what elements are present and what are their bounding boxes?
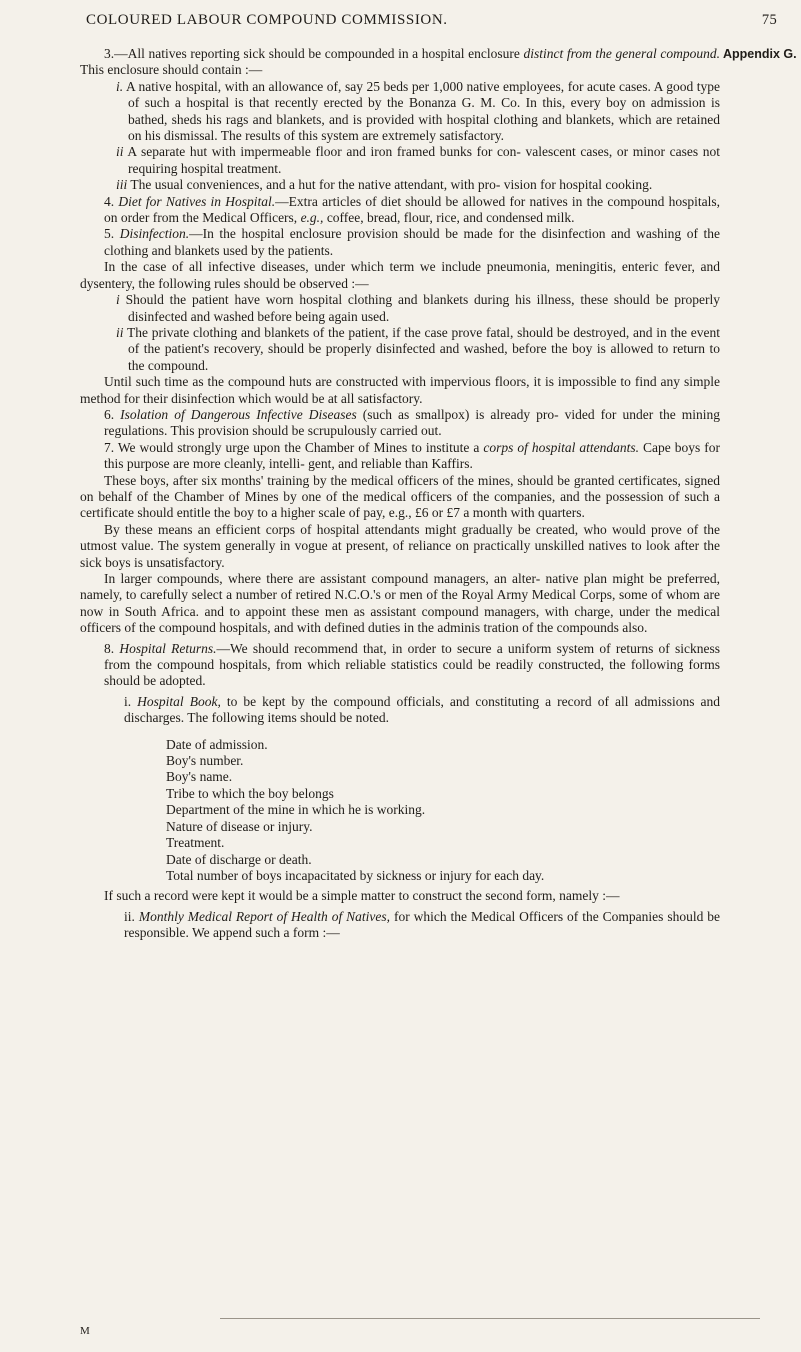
list-item: Boy's number. (166, 753, 244, 769)
list-item: Total number of boys incapacitated by sickness or injury for each day. (166, 867, 545, 883)
footer-rule (220, 1318, 760, 1319)
section-7: 7. We would strongly urge upon the Chamber of Mines to institute a corps of hospital attendants. Cape boys for this purpose are more cleanly, intelli- gent, and reliable than Kaffirs. (104, 439, 721, 472)
list-item: Date of discharge or death. (166, 851, 312, 867)
signature-mark: M (80, 1325, 90, 1337)
page-header (0, 10, 801, 32)
section-5-infective: In the case of all infective diseases, under which term we include pneumonia, meningitis, enteric fever, and dysentery, the following rules should be observed :— (80, 259, 720, 291)
section-8-i: i. Hospital Book, to be kept by the compound officials, and constituting a record of all admissions and discharges. The following items should be noted. (124, 693, 721, 726)
section-3-ii: ii A separate hut with impermeable floor and iron framed bunks for con- valescent cases, or minor cases not requiring hospital treatment. (116, 144, 720, 176)
section-5-until: Until such time as the compound huts are constructed with impervious floors, it is impossible to find any simple method for their disinfection which would be at all satisfactory. (80, 374, 720, 406)
section-5-i: i Should the patient have worn hospital clothing and blankets during his illness, these should be properly disinfected and washed before being again used. (116, 292, 720, 324)
section-7-efficient: By these means an efficient corps of hospital attendants might gradually be created, who would prove of the utmost value. The system generally in vogue at present, of reliance on practically unskilled natives to look after the sick boys is unsatisfactory. (80, 521, 720, 570)
hospital-book-items (166, 737, 720, 885)
margin-note: Appendix G. (723, 47, 797, 61)
running-title: COLOURED LABOUR COMPOUND COMMISSION. (86, 12, 448, 28)
section-8: 8. Hospital Returns.—We should recommend that, in order to secure a uniform system of returns of sickness from the compound hospitals, from which reliable statistics could be readily constructed, the following forms should be adopted. (104, 640, 721, 689)
section-3-iii: iii The usual conveniences, and a hut for the native attendant, with pro- vision for hospital cooking. (116, 177, 653, 193)
section-3-i: i. A native hospital, with an allowance of, say 25 beds per 1,000 native employees, for acute cases. A good type of such a hospital is that recently erected by the Bonanza G. M. Co. In this, every boy on admission is bathed, sheds his rags and blankets, and is provided with hospital clothing and blankets, which are retained on his dismissal. The results of this system are extremely satisfactory. (116, 78, 721, 144)
list-item: Boy's name. (166, 769, 233, 785)
list-item: Date of admission. (166, 736, 268, 752)
list-item: Nature of disease or injury. (166, 818, 313, 834)
section-3: 3.—All natives reporting sick should be compounded in a hospital enclosure distinct from the general compound. This enclosure should contain :— (80, 46, 720, 78)
document-body (80, 46, 720, 942)
list-item: Treatment. (166, 835, 225, 851)
section-8-ii: ii. Monthly Medical Report of Health of Natives, for which the Medical Officers of the Companies should be responsible. We append such a form :— (124, 908, 721, 941)
section-5: 5. Disinfection.—In the hospital enclosure provision should be made for the disinfection and washing of the clothing and blankets used by the patients. (104, 226, 721, 258)
section-7-boys: These boys, after six months' training by the medical officers of the mines, should be granted certificates, signed on behalf of the Chamber of Mines by one of the medical officers of the companies, and the possession of such a certificate should entitle the boy to a higher scale of pay, e.g., £6 or £7 a month with quarters. (80, 472, 720, 521)
section-4: 4. Diet for Natives in Hospital.—Extra articles of diet should be allowed for natives in the compound hospitals, on order from the Medical Officers, e.g., coffee, bread, flour, rice, and condensed milk. (104, 193, 720, 226)
section-5-ii: ii The private clothing and blankets of the patient, if the case prove fatal, should be destroyed, and in the event of the patient's recovery, should be properly disinfected and washed, before the boy is allowed to return to the compound. (116, 324, 720, 373)
list-item: Department of the mine in which he is working. (166, 802, 426, 818)
list-item: Tribe to which the boy belongs (166, 785, 334, 801)
section-6: 6. Isolation of Dangerous Infective Diseases (such as smallpox) is already pro- vided for under the mining regulations. This provision should be scrupulously carried out. (104, 406, 720, 439)
section-7-larger: In larger compounds, where there are assistant compound managers, an alter- native plan might be preferred, namely, to carefully select a number of retired N.C.O.'s or men of the Royal Army Medical Corps, some of whom are now in South Africa. and to appoint these men as assistant compound managers, with charge, under the medical officers of the compound hospitals, and with defined duties in the adminis tration of the compounds also. (80, 571, 720, 636)
page-number: 75 (761, 12, 777, 28)
section-8-if-such: If such a record were kept it would be a simple matter to construct the second form, namely :— (104, 888, 620, 904)
